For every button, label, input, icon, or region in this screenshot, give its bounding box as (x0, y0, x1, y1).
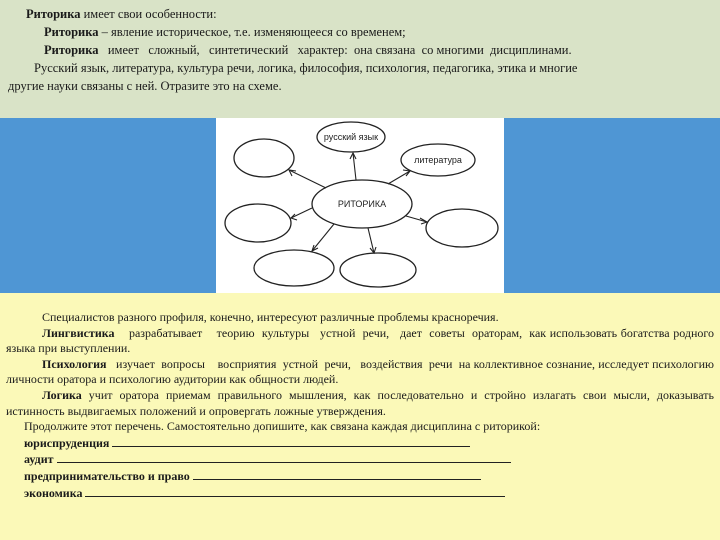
paragraph-task: Продолжите этот перечень. Самостоятельно допишите, как связана каждая дисциплина с риторикой: (24, 419, 541, 434)
node-ellipse-left-middle (225, 204, 291, 242)
fill-line-audit (6, 451, 714, 468)
intro-line-1-text: имеет свои особенности: (80, 7, 217, 21)
intro-line-2 (44, 24, 406, 41)
paragraph-psychology-bold: Психология (42, 356, 107, 371)
node-ellipse-right (426, 209, 498, 247)
fill-blank-business[interactable] (193, 468, 481, 480)
paragraph-linguistics-text: разрабатывает теорию культуры устной речи, дает советы ораторам, как использовать богатства родного языка при выступлении. (6, 325, 717, 356)
intro-line-3-bold: Риторика (44, 43, 99, 57)
intro-line-1-bold: Риторика (26, 7, 81, 21)
intro-line-5: другие науки связаны с ней. Отразите это на схеме. (8, 79, 282, 93)
fill-line-law (6, 435, 714, 452)
node-ellipse-left-top (234, 139, 294, 177)
intro-line-1 (26, 6, 217, 23)
body-section (0, 293, 720, 540)
fill-label-business: предпринимательство и право (24, 468, 190, 483)
fill-label-economics: экономика (24, 485, 83, 500)
node-label-literature: литература (414, 155, 462, 165)
paragraph-logic (6, 388, 714, 419)
node-ellipse-bottom-center (340, 253, 416, 287)
intro-line-2-bold: Риторика (44, 25, 99, 39)
node-ellipse-bottom-left (254, 250, 334, 286)
paragraph-psychology (6, 356, 717, 388)
fill-line-economics (6, 485, 714, 502)
fill-line-business (6, 468, 714, 485)
intro-line-4: Русский язык, литература, культура речи, логика, философия, психология, педагогика, этика и многие (34, 61, 578, 75)
paragraph-psychology-text: изучает вопросы восприятия устной речи, воздействия речи на коллективное сознание, исследует психологию личности оратора и психологию аудитории как общности людей. (6, 356, 717, 387)
paragraph-logic-bold: Логика (42, 387, 82, 402)
node-label-russian: русский язык (323, 132, 379, 142)
intro-line-3 (44, 42, 572, 59)
rhetoric-diagram (216, 118, 504, 293)
paragraph-linguistics-bold: Лингвистика (42, 325, 115, 340)
intro-line-3-text: имеет сложный, синтетический характер: она связана со многими дисциплинами. (98, 43, 572, 57)
paragraph-logic-text: учит оратора приемам правильного мышления, как последовательно и стройно излагать свои мысли, доказывать истинность выдвигаемых положений и опровергать ложные утверждения. (6, 387, 714, 418)
fill-blank-audit[interactable] (57, 451, 511, 463)
fill-blank-economics[interactable] (85, 485, 505, 497)
paragraph-linguistics (6, 325, 717, 357)
body-text (6, 310, 717, 501)
fill-blank-law[interactable] (112, 435, 470, 447)
diagram-svg (216, 118, 504, 293)
intro-section (0, 0, 720, 118)
intro-line-2-text: – явление историческое, т.е. изменяющееся со временем; (98, 25, 406, 39)
fill-label-audit: аудит (24, 452, 54, 467)
center-label: РИТОРИКА (337, 199, 387, 209)
paragraph-intro: Специалистов разного профиля, конечно, интересуют различные проблемы красноречия. (42, 310, 499, 324)
fill-label-law: юриспруденция (24, 435, 110, 450)
